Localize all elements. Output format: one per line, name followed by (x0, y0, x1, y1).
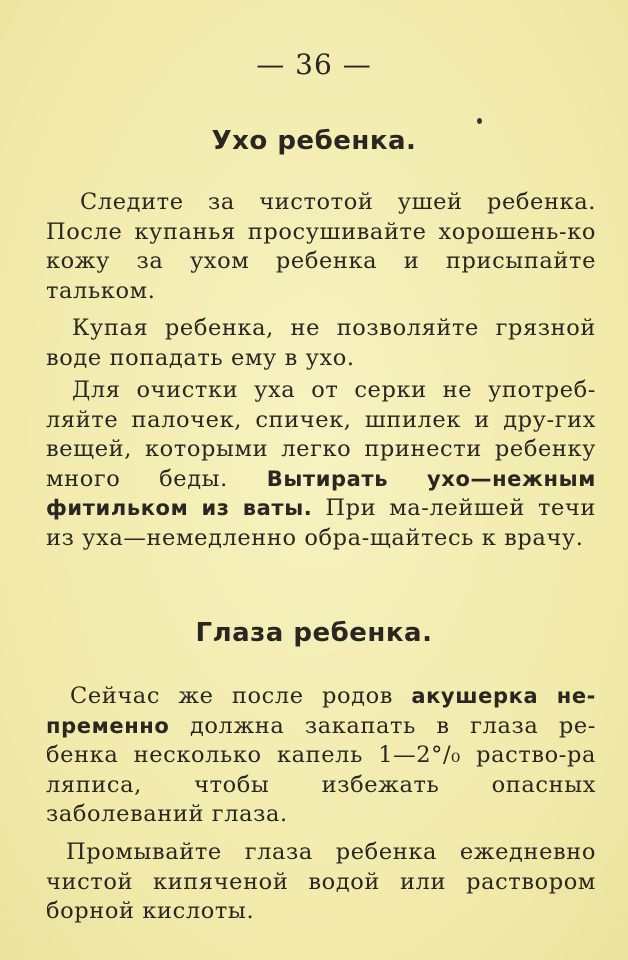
page-number: — 36 — (256, 48, 372, 81)
paragraph-eyes-midwife (46, 682, 596, 830)
heading-ear: Ухо ребенка. (211, 126, 417, 156)
paragraph-ear-cleaning-end: При ма-лейшей течи из уха—немедленно обра-щайтесь к врачу. (46, 495, 596, 551)
paragraph-ear-cleaning (46, 376, 596, 554)
heading-eyes: Глаза ребенка. (195, 618, 433, 648)
paragraph-eyes-midwife-bold: акушерка не-пременно (46, 684, 596, 738)
paragraph-ear-bathing: Купая ребенка, не позволяйте грязной воде попадать ему в ухо. (46, 315, 596, 371)
paragraph-ear-cleaning-bold: Вытирать ухо—нежным фитильком из ваты. (46, 466, 596, 521)
paragraph-ear-cleaning-text: Для очистки уха от серки не употреб-ляйте палочек, спичек, шпилек и дру-гих вещей, которыми легко принести ребенку много беды. (46, 377, 596, 492)
paragraph-eyes-midwife-end: должна закапать в глаза ре-бенка несколько капель 1—2°/₀ раство-ра ляписа, чтобы избежать опасных заболеваний глаза. (46, 712, 596, 828)
paragraph-ear-cleanliness: Следите за чистотой ушей ребенка. После купанья просушивайте хорошень-ко кожу за ухом ребенка и присыпайте тальком. (46, 189, 596, 304)
ink-dot (477, 118, 482, 124)
paragraph-eyes-washing: Промывайте глаза ребенка ежедневно чистой кипяченой водой или раствором борной кислоты. (46, 839, 596, 925)
paragraph-eyes-midwife-text: Сейчас же после родов (70, 683, 393, 709)
